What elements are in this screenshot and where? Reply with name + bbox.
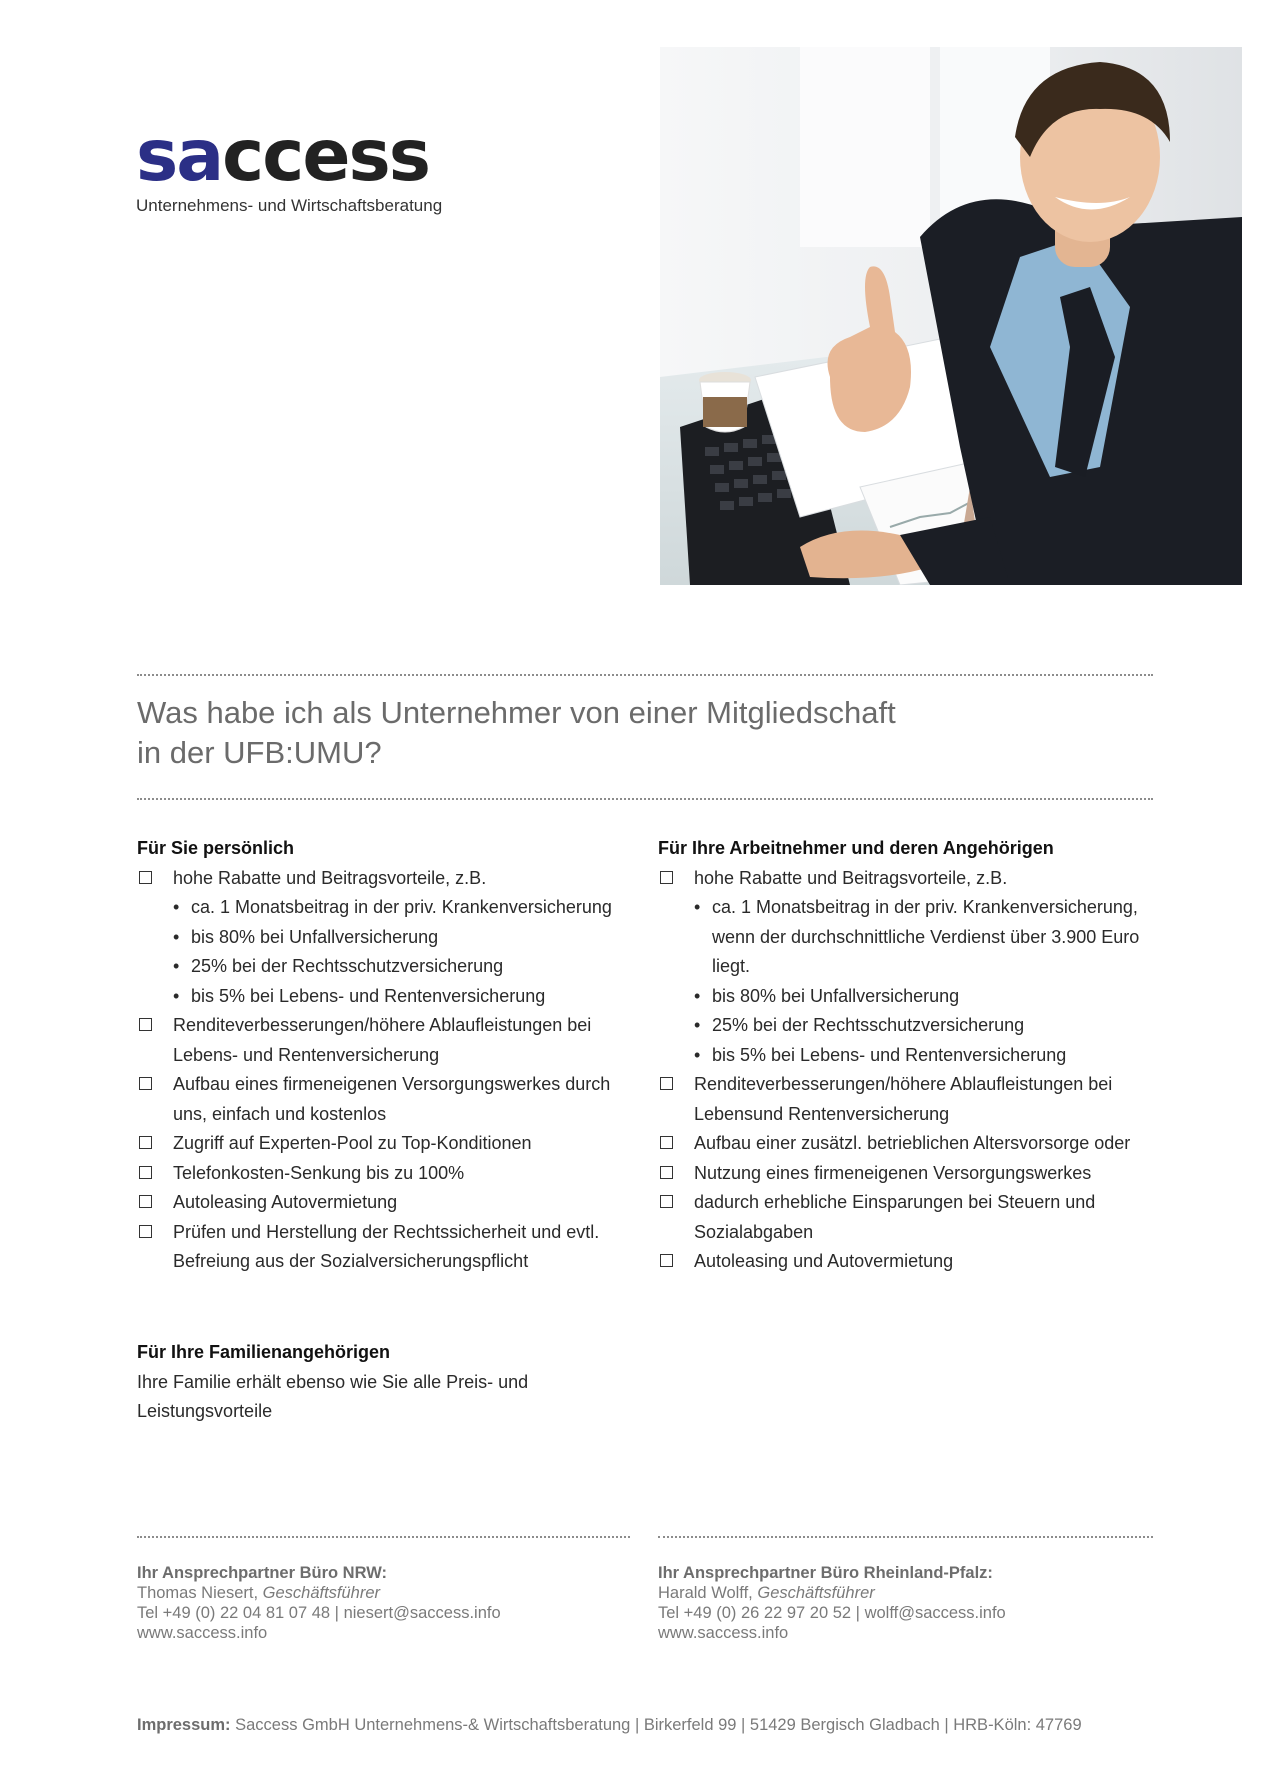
checklist-item: hohe Rabatte und Beitragsvorteile, z.B. [658,864,1158,894]
checkbox-icon[interactable] [660,1077,673,1090]
checkbox-icon[interactable] [139,1136,152,1149]
divider-top [137,674,1153,676]
email-link[interactable]: wolff@saccess.info [864,1604,1006,1622]
website-link[interactable]: www.saccess.info [137,1624,268,1642]
contact-phone-email: Tel +49 (0) 26 22 97 20 52 | wolff@saccess.info [658,1604,1006,1622]
contact-person: Harald Wolff, Geschäftsführer [658,1584,875,1602]
contact-person: Thomas Niesert, Geschäftsführer [137,1584,381,1602]
logo-tagline: Unternehmens- und Wirtschaftsberatung [136,196,443,215]
section-title: Für Ihre Familienangehörigen [137,1342,391,1362]
checkbox-icon[interactable] [660,1136,673,1149]
checklist-item: Aufbau eines firmeneigenen Versorgungswerkes durch uns, einfach und kostenlos [137,1070,637,1129]
checklist-item: Renditeverbesserungen/höhere Ablaufleistungen bei Lebens- und Rentenversicherung [137,1011,637,1070]
logo-wordmark: saccess [136,114,430,197]
checkbox-icon[interactable] [139,871,152,884]
checklist-item: Nutzung eines firmeneigenen Versorgungswerkes [658,1159,1158,1189]
businessman-thumbs-up-photo [660,47,1242,585]
checklist-item: Autoleasing und Autovermietung [658,1247,1158,1277]
contact-nrw [137,1563,637,1643]
bullet-item: • bis 80% bei Unfallversicherung [173,923,637,953]
section-personal [137,834,637,1277]
checklist-item: Autoleasing Autovermietung [137,1188,637,1218]
bullet-item: • ca. 1 Monatsbeitrag in der priv. Krankenversicherung [173,893,637,923]
page-title: Was habe ich als Unternehmer von einer Mitgliedschaft in der UFB:UMU? [137,695,896,770]
checklist-item: Zugriff auf Experten-Pool zu Top-Konditionen [137,1129,637,1159]
bullet-item: • bis 5% bei Lebens- und Rentenversicherung [694,1041,1158,1071]
bullet-item: • 25% bei der Rechtsschutzversicherung [694,1011,1158,1041]
checklist-item: dadurch erhebliche Einsparungen bei Steuern und Sozialabgaben [658,1188,1158,1247]
website-link[interactable]: www.saccess.info [658,1624,789,1642]
checklist-item: Renditeverbesserungen/höhere Ablaufleistungen bei Lebensund Rentenversicherung [658,1070,1158,1129]
checklist-item: hohe Rabatte und Beitragsvorteile, z.B. [137,864,637,894]
bullet-item: • ca. 1 Monatsbeitrag in der priv. Krankenversicherung, wenn der durchschnittliche Verdienst über 3.900 Euro liegt. [694,893,1158,982]
checkbox-icon[interactable] [660,1166,673,1179]
section-family [137,1338,587,1427]
email-link[interactable]: niesert@saccess.info [343,1604,501,1622]
checkbox-icon[interactable] [139,1225,152,1238]
contact-title: Ihr Ansprechpartner Büro Rheinland-Pfalz: [658,1564,993,1582]
bullet-list [137,893,637,1011]
section-title: Für Ihre Arbeitnehmer und deren Angehörigen [658,838,1054,858]
bullet-item: • bis 5% bei Lebens- und Rentenversicherung [173,982,637,1012]
checklist-item: Aufbau einer zusätzl. betrieblichen Altersvorsorge oder [658,1129,1158,1159]
section-employees [658,834,1158,1277]
contact-title: Ihr Ansprechpartner Büro NRW: [137,1564,387,1582]
bullet-list [658,893,1158,1070]
contact-phone-email: Tel +49 (0) 22 04 81 07 48 | niesert@saccess.info [137,1604,501,1622]
divider-headline [137,798,1153,800]
checkbox-icon[interactable] [660,1254,673,1267]
section-title: Für Sie persönlich [137,838,295,858]
divider-contact-right [658,1536,1153,1538]
checklist-item: Prüfen und Herstellung der Rechtssicherheit und evtl. Befreiung aus der Sozialversicherungspflicht [137,1218,637,1277]
checkbox-icon[interactable] [139,1077,152,1090]
checkbox-icon[interactable] [139,1166,152,1179]
checkbox-icon[interactable] [139,1018,152,1031]
checklist-item: Telefonkosten-Senkung bis zu 100% [137,1159,637,1189]
contact-rlp [658,1563,1158,1643]
impressum [137,1716,1137,1735]
family-text: Ihre Familie erhält ebenso wie Sie alle Preis- und Leistungsvorteile [137,1371,529,1421]
divider-contact-left [137,1536,630,1538]
bullet-item: • bis 80% bei Unfallversicherung [694,982,1158,1012]
impressum-label: Impressum: [137,1716,231,1734]
brand-logo [136,114,476,216]
checkbox-icon[interactable] [139,1195,152,1208]
impressum-text: Saccess GmbH Unternehmens-& Wirtschaftsberatung | Birkerfeld 99 | 51429 Bergisch Gladbach | HRB-Köln: 47769 [235,1716,1082,1734]
checkbox-icon[interactable] [660,871,673,884]
bullet-item: • 25% bei der Rechtsschutzversicherung [173,952,637,982]
checkbox-icon[interactable] [660,1195,673,1208]
